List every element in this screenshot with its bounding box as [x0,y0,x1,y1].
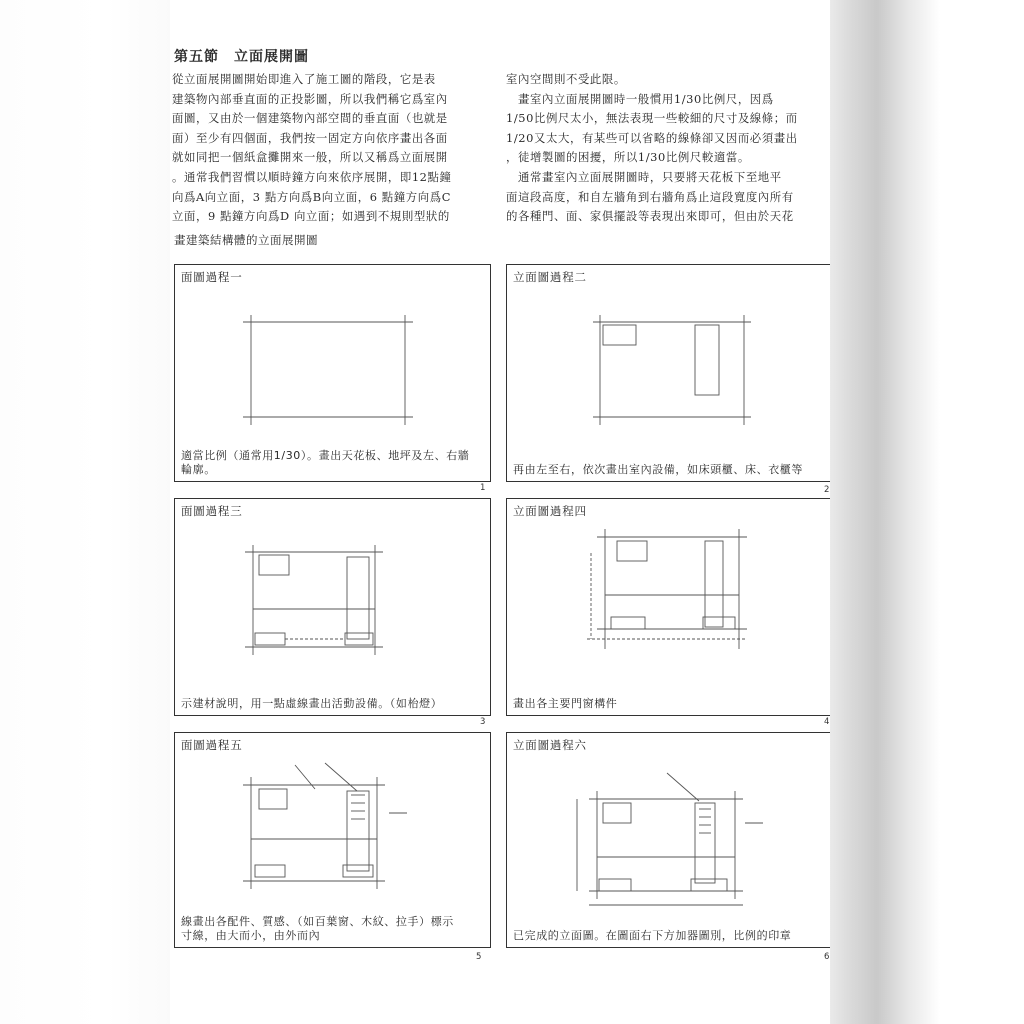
panel-caption-line: 已完成的立面圖。在圖面右下方加器圖別，比例的印章 [513,929,792,942]
text-line: 1/20又太大，有某些可以省略的線條卻又因而必須畫出 [506,130,798,145]
elevation-step-4-panel [506,498,830,716]
text-line: 面圖，又由於一個建築物內部空間的垂直面（也就是 [172,111,448,126]
panel-number: 5 [476,952,482,962]
elevation-sketch-completed [507,733,830,947]
panel-caption-line: 畫出各主要門窗構件 [513,697,618,710]
elevation-sketch-doors-windows [507,499,830,715]
body-text-right-column [506,70,824,227]
page-gutter-left [0,0,176,1024]
book-spine-shadow [814,0,1024,1024]
text-line: 從立面展開圖開始即進入了施工圖的階段，它是表 [172,72,436,86]
panel-caption [181,697,442,711]
panel-number: 4 [824,717,830,727]
panel-title: 立面圖過程二 [513,270,587,284]
text-line: 。通常我們習慣以順時鐘方向來依序展開，即12點鐘 [172,169,452,184]
panel-title: 立面圖過程四 [513,504,587,518]
panel-caption-line: 寸線，由大而小，由外而內 [181,929,321,942]
elevation-sketch-materials [175,499,490,715]
panel-number: 6 [824,952,830,962]
panel-title: 立面圖過程六 [513,738,587,752]
panel-caption-line: 輪廓。 [181,463,216,476]
panel-caption [181,915,454,943]
section-title: 第五節 立面展開圖 [174,49,309,65]
book-page [170,0,830,1024]
text-line: 建築物內部垂直面的正投影圖，所以我們稱它爲室內 [172,91,448,106]
panel-caption [513,697,617,711]
panel-caption [513,929,791,943]
figure-caption: 畫建築結構體的立面展開圖 [174,233,318,247]
elevation-step-5-panel [174,732,491,948]
panel-title: 面圖過程一 [181,270,243,284]
text-line: 向爲A向立面，3 點方向爲B向立面，6 點鐘方向爲C [172,189,452,204]
text-line: 就如同把一個紙盒攤開來一般，所以又稱爲立面展開 [172,150,448,165]
text-line: ，徒增製圖的困擾，所以1/30比例尺較適當。 [506,150,750,165]
elevation-sketch-furniture [507,265,830,481]
panel-caption-line: 線畫出各配件、質感、（如百葉窗、木紋、拉手）標示 [181,915,454,928]
panel-caption-line: 再由左至右，依次畫出室內設備，如床頭櫃、床、衣櫃等 [513,463,803,476]
panel-number: 1 [480,483,486,493]
text-line: 1/50比例尺太小，無法表現一些較細的尺寸及線條；而 [506,111,798,126]
text-line: 立面，9 點鐘方向爲D 向立面；如遇到不規則型狀的 [172,209,450,224]
text-line: 面）至少有四個面，我們按一固定方向依序畫出各面 [172,130,448,145]
elevation-step-3-panel [174,498,491,716]
elevation-step-1-panel [174,264,491,482]
panel-caption [181,449,469,477]
panel-caption-line: 示建材說明，用一點虛線畫出活動設備。（如枱燈） [181,697,443,710]
panel-title: 面圖過程五 [181,738,243,752]
text-line: 通常畫室內立面展開圖時，只要將天花板下至地平 [506,169,782,184]
text-line: 的各種門、面、家俱擺設等表現出來即可，但由於天花 [506,209,794,224]
panel-title: 面圖過程三 [181,504,243,518]
text-line: 面這段高度，和自左牆角到右牆角爲止這段寬度內所有 [506,189,794,204]
panel-number: 2 [824,485,830,495]
elevation-step-6-panel [506,732,830,948]
text-line: 畫室內立面展開圖時一般慣用1/30比例尺，因爲 [506,91,774,106]
elevation-step-2-panel [506,264,830,482]
panel-caption-line: 適當比例（通常用1/30）。畫出天花板、地坪及左、右牆 [181,449,470,462]
text-line: 室內空間則不受此限。 [506,72,626,86]
panel-number: 3 [480,717,486,727]
panel-caption [513,463,803,477]
body-text-left-column [172,70,480,227]
